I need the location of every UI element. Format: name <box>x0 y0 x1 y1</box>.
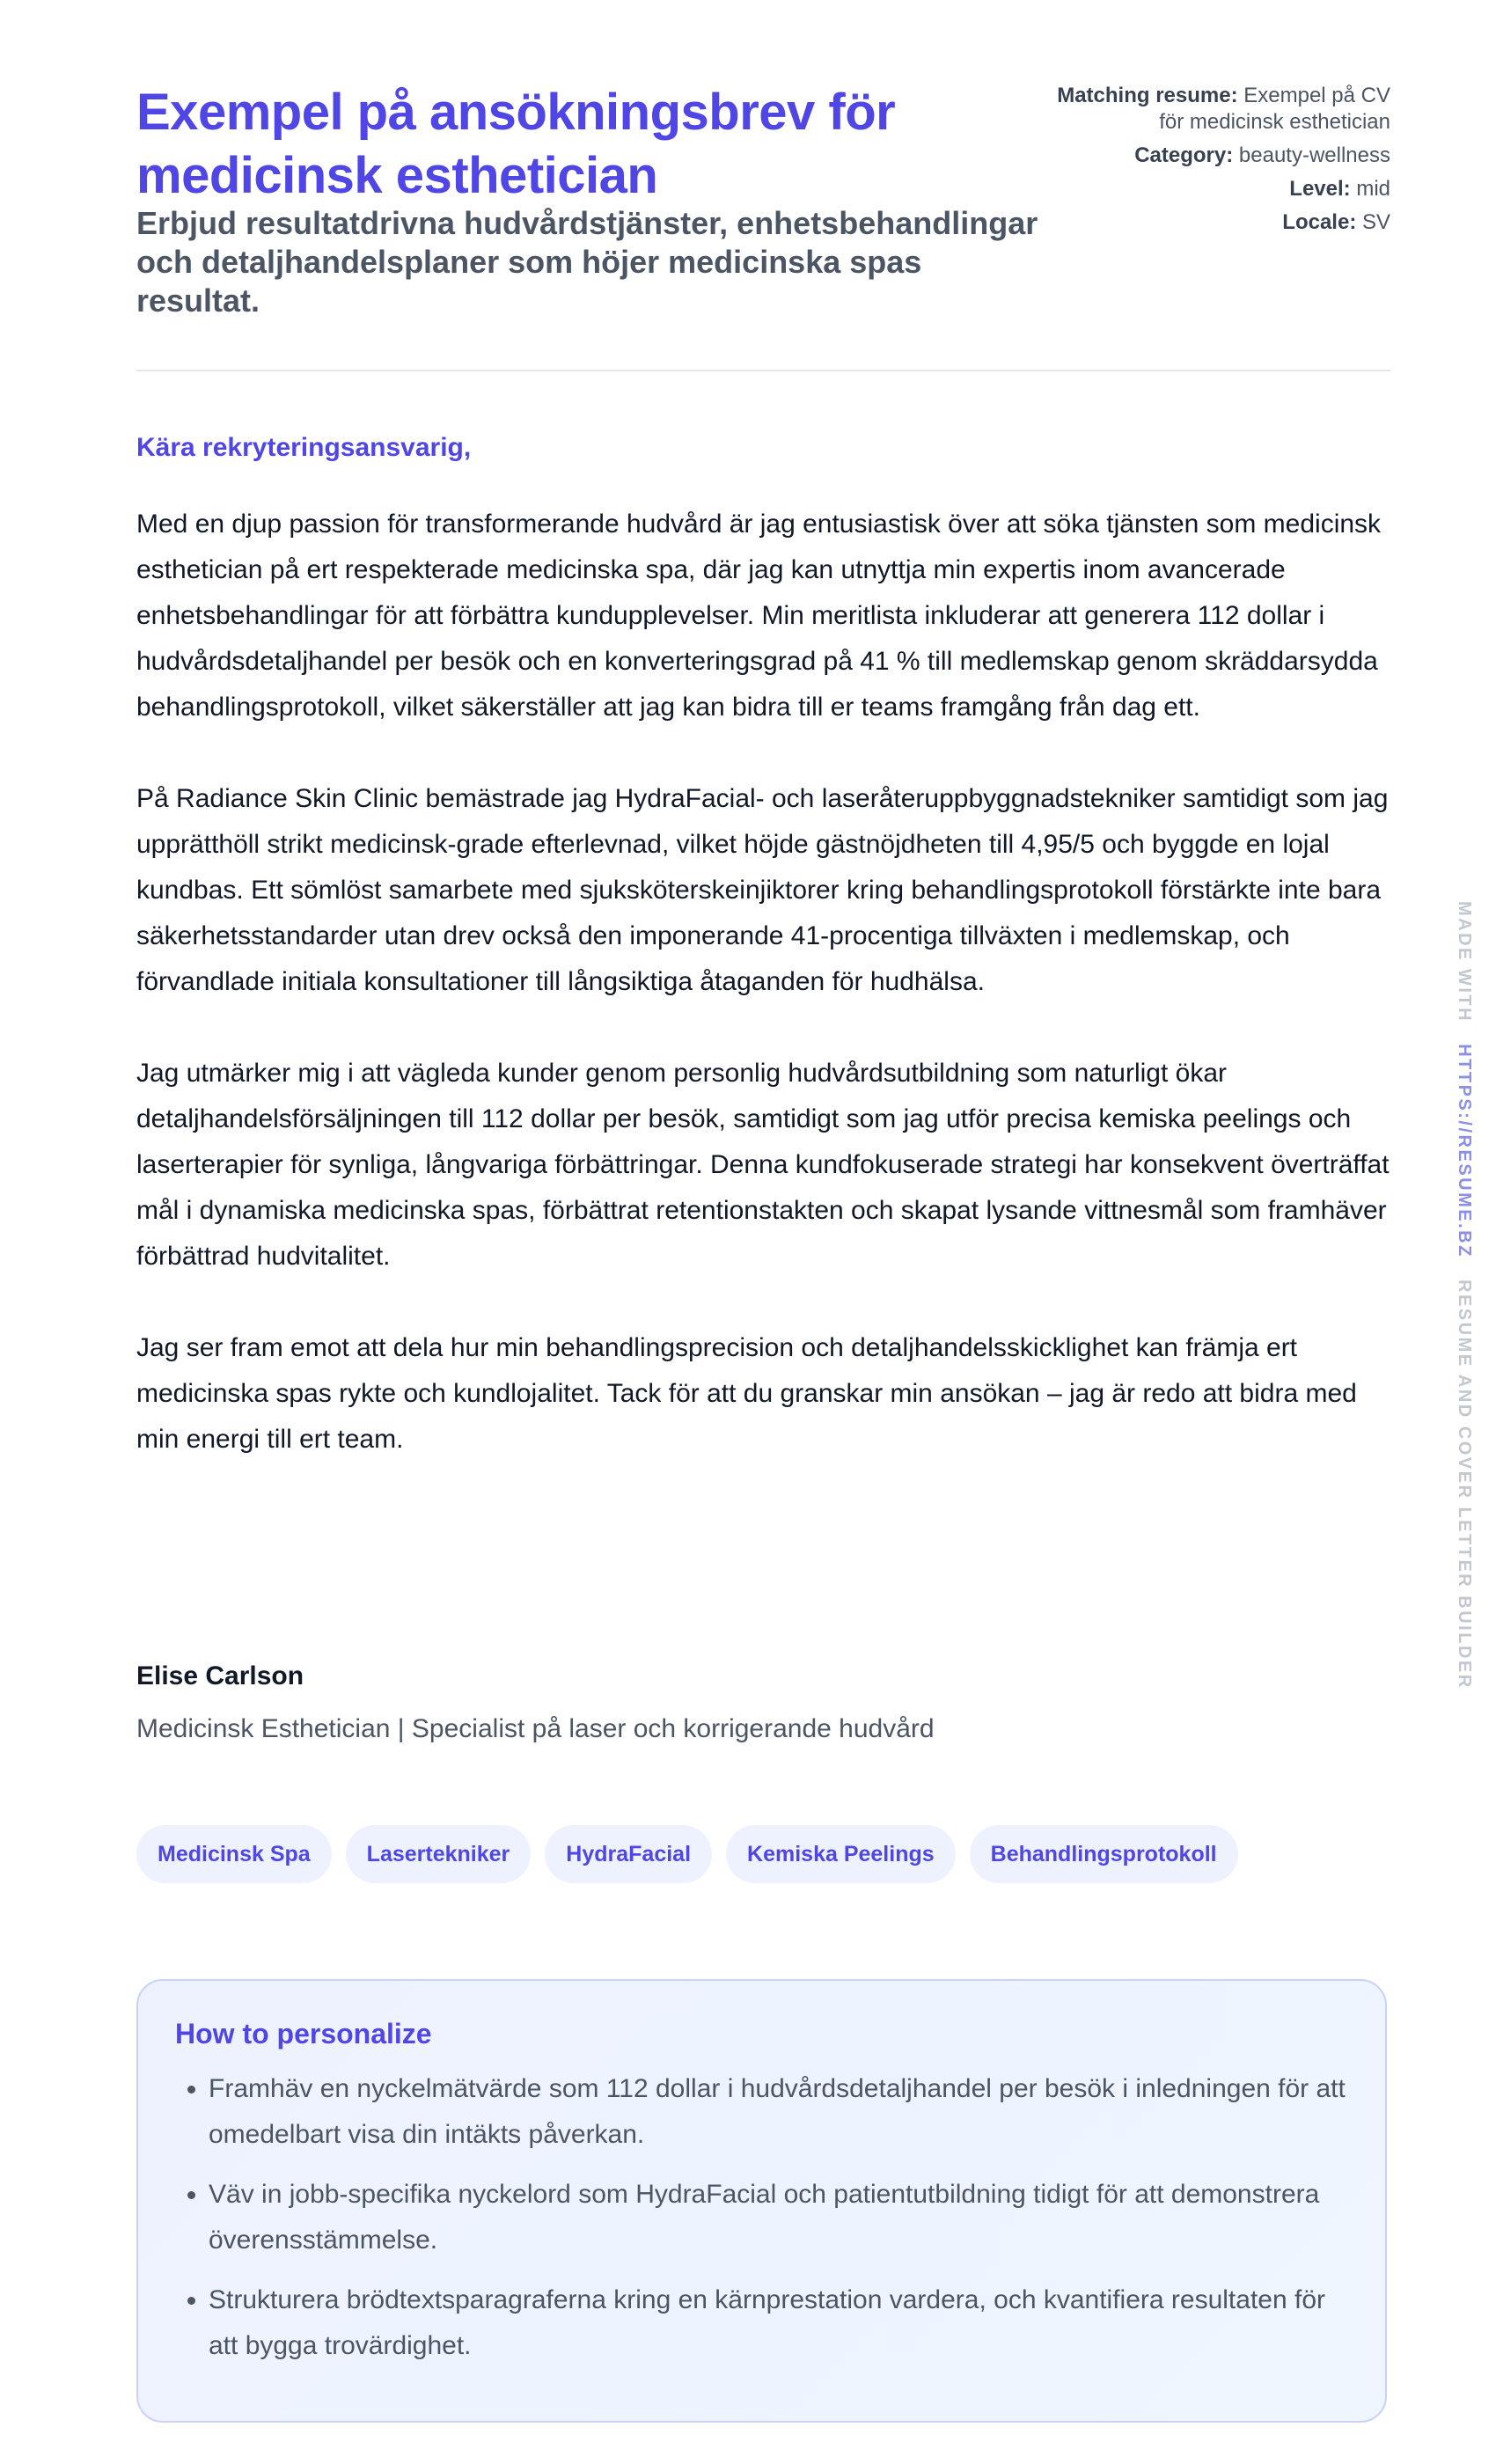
letter-paragraph: Med en djup passion för transformerande hudvård är jag entusiastisk över att söka tjänsten som medicinsk esthetician på ert respekterade medicinska spa, där jag kan utnyttja min expertis inom avancerade enhetsbehandlingar för att förbättra kundupplevelser. Min meritlista inkluderar att generera 112 dollar i hudvårdsdetaljhandel per besök och en konverteringsgrad på 41 % till medlemskap genom skräddarsydda behandlingsprotokoll, vilket säkerställer att jag kan bidra till er teams framgång från dag ett. <box>136 510 1382 722</box>
page <box>136 0 1390 2360</box>
page-title: Exempel på ansökningsbrev för medicinsk esthetician <box>136 84 896 204</box>
meta-value: beauty-wellness <box>1238 143 1390 167</box>
meta-locale <box>1056 209 1390 236</box>
page-subtitle: Erbjud resultatdrivna hudvårdstjänster, enhetsbehandlingar och detaljhandelsplaner som höjer medicinska spas resultat. <box>136 205 1038 319</box>
meta-label: Locale: <box>1282 210 1357 234</box>
signature-role: Medicinsk Esthetician | Specialist på laser och korrigerande hudvård <box>136 1714 935 1743</box>
tag: Behandlingsprotokoll <box>970 1825 1238 1883</box>
tag: HydraFacial <box>545 1825 712 1883</box>
meta-level <box>1056 176 1390 202</box>
meta-value: Exempel på CV för medicinsk esthetician <box>1159 84 1390 134</box>
meta-label: Matching resume: <box>1057 84 1238 107</box>
tag: Lasertekniker <box>346 1825 532 1883</box>
meta-panel <box>1056 83 1390 243</box>
tips-title: How to personalize <box>175 2018 432 2050</box>
side-made-with: MADE WITH <box>1455 901 1474 1023</box>
tag-list <box>136 1825 1238 1883</box>
tag: Kemiska Peelings <box>726 1825 956 1883</box>
meta-matching-resume <box>1056 83 1390 136</box>
tips-list <box>175 2066 1348 2369</box>
meta-value: SV <box>1361 210 1390 234</box>
letter-body <box>136 502 1390 1508</box>
letter-paragraph: Jag utmärker mig i att vägleda kunder genom personlig hudvårdsutbildning som naturligt ökar detaljhandelsförsäljningen till 112 dollar per besök, samtidigt som jag utför precisa kemiska peelings och laserterapier för synliga, långvariga förbättringar. Denna kundfokuserade strategi har konsekvent överträffat mål i dynamiska medicinska spas, förbättrat retentionstakten och skapat lysande vittnesmål som framhäver förbättrad hudvitalitet. <box>136 1059 1390 1271</box>
meta-label: Category: <box>1134 143 1234 167</box>
meta-label: Level: <box>1289 177 1351 201</box>
meta-category <box>1056 143 1390 169</box>
tag: Medicinsk Spa <box>136 1825 332 1883</box>
letter-paragraph: På Radiance Skin Clinic bemästrade jag HydraFacial- och laseråteruppbyggnadstekniker samtidigt som jag upprätthöll strikt medicinsk-grade efterlevnad, vilket höjde gästnöjdheten till 4,95/5 och byggde en lojal kundbas. Ett sömlöst samarbete med sjuksköterskeinjiktorer kring behandlingsprotokoll förstärkte inte bara säkerhetsstandarder utan drev också den imponerande 41-procentiga tillväxten i medlemskap, och förvandlade initiala konsultationer till långsiktiga åtaganden för hudhälsa. <box>136 784 1389 996</box>
personalize-tips-box <box>136 1979 1387 2423</box>
tip-item: • Väv in jobb-specifika nyckelord som HydraFacial och patientutbildning tidigt för att demonstrera överensstämmelse. <box>209 2172 1348 2263</box>
signature-name: Elise Carlson <box>136 1661 304 1690</box>
side-credit <box>1454 901 1474 1690</box>
tip-item: • Framhäv en nyckelmätvärde som 112 dollar i hudvårdsdetaljhandel per besök i inledningen för att omedelbart visa din intäkts påverkan. <box>209 2066 1348 2158</box>
letter-salutation: Kära rekryteringsansvarig, <box>136 433 472 462</box>
letter-paragraph: Jag ser fram emot att dela hur min behandlingsprecision och detaljhandelsskicklighet kan främja ert medicinska spas rykte och kundlojalitet. Tack för att du granskar min ansökan – jag är redo att bidra med min energi till ert team. <box>136 1333 1357 1454</box>
header <box>136 0 1390 371</box>
tip-item: • Strukturera brödtextsparagraferna kring en kärnprestation vardera, och kvantifiera resultaten för att bygga trovärdighet. <box>209 2277 1348 2369</box>
side-tagline: RESUME AND COVER LETTER BUILDER <box>1455 1280 1474 1690</box>
resume-bz-link[interactable]: HTTPS://RESUME.BZ <box>1455 1044 1474 1258</box>
meta-value: mid <box>1356 177 1390 201</box>
